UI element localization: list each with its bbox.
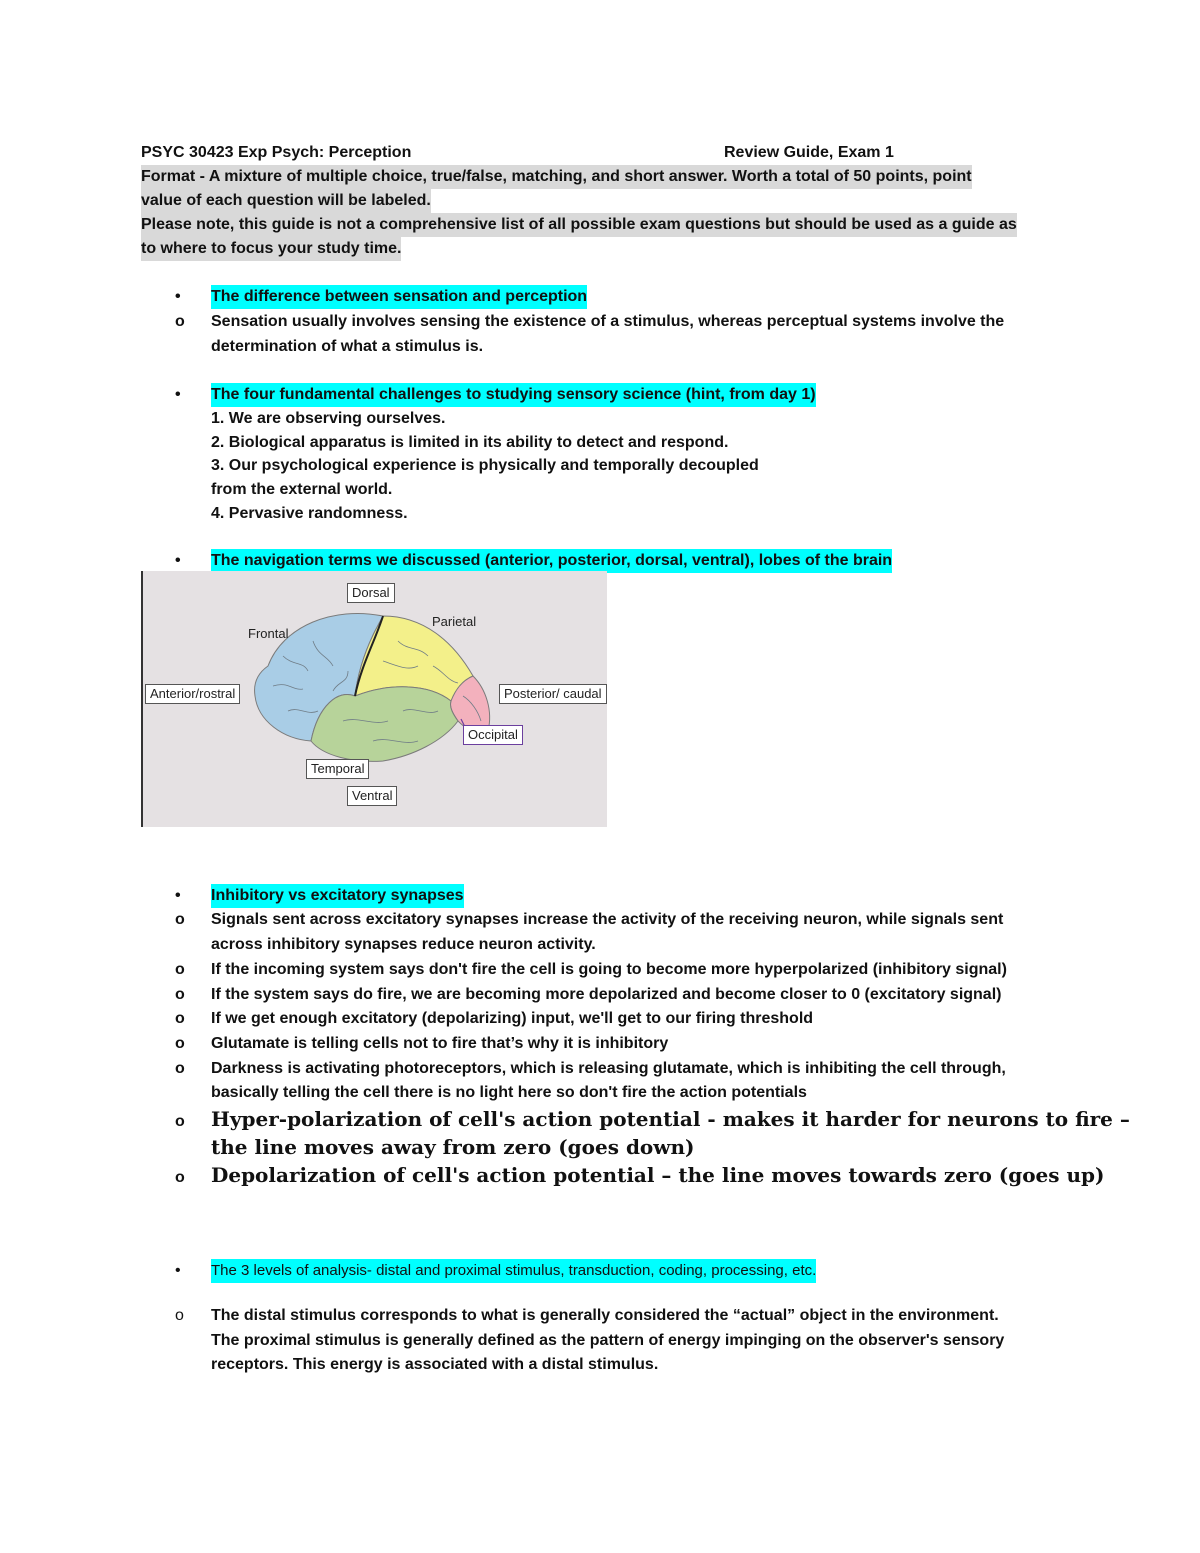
synapse-item: Signals sent across excitatory synapses increase the activity of the receiving neuron, while signals sent	[211, 911, 1004, 928]
label-frontal: Frontal	[248, 626, 289, 641]
bullet-o: o	[175, 1060, 185, 1077]
levels-text-line: receptors. This energy is associated with a distal stimulus.	[211, 1356, 659, 1373]
synapse-big-item: Hyper-polarization of cell's action potential - makes it harder for neurons to fire –	[211, 1107, 1130, 1131]
format-line-1: Format - A mixture of multiple choice, true/false, matching, and short answer. Worth a total of 50 points, point	[141, 165, 972, 189]
bullet-dot: •	[175, 887, 181, 904]
label-posterior: Posterior/ caudal	[499, 684, 607, 704]
label-parietal: Parietal	[432, 614, 477, 629]
label-dorsal: Dorsal	[347, 583, 395, 603]
bullet-o: o	[175, 1169, 185, 1186]
synapse-item: Darkness is activating photoreceptors, which is releasing glutamate, which is inhibiting the cell through,	[211, 1060, 1006, 1077]
sensation-text-line-2: determination of what a stimulus is.	[211, 338, 484, 355]
bullet-o: o	[175, 1010, 185, 1027]
synapse-item: basically telling the cell there is no light here so don't fire the action potentials	[211, 1084, 807, 1101]
challenge-line: 2. Biological apparatus is limited in its ability to detect and respond.	[211, 434, 729, 451]
bullet-dot: •	[175, 288, 181, 305]
challenge-line: 1. We are observing ourselves.	[211, 410, 446, 427]
challenge-line: 4. Pervasive randomness.	[211, 505, 408, 522]
bullet-o: o	[175, 1035, 185, 1052]
section-heading-navigation: The navigation terms we discussed (anterior, posterior, dorsal, ventral), lobes of the brain	[211, 549, 892, 573]
levels-text-line: The proximal stimulus is generally defined as the pattern of energy impinging on the observer's sensory	[211, 1332, 1005, 1349]
synapse-item: If we get enough excitatory (depolarizing) input, we'll get to our firing threshold	[211, 1010, 814, 1027]
label-temporal: Temporal	[306, 759, 369, 779]
label-ventral: Ventral	[347, 786, 397, 806]
synapse-big-item: Depolarization of cell's action potential – the line moves towards zero (goes up)	[211, 1163, 1105, 1187]
challenge-line: from the external world.	[211, 481, 393, 498]
section-heading-levels: The 3 levels of analysis- distal and proximal stimulus, transduction, coding, processing, etc.	[211, 1259, 816, 1283]
synapse-item: If the system says do fire, we are becoming more depolarized and become closer to 0 (excitatory signal)	[211, 986, 1002, 1003]
brain-lobes-diagram	[141, 571, 607, 827]
bullet-o: o	[175, 313, 185, 330]
label-anterior: Anterior/rostral	[145, 684, 240, 704]
course-title: PSYC 30423 Exp Psych: Perception	[141, 144, 412, 161]
section-heading-sensation: The difference between sensation and perception	[211, 285, 587, 309]
sensation-text-line-1: Sensation usually involves sensing the existence of a stimulus, whereas perceptual systems involve the	[211, 313, 1005, 330]
bullet-o: o	[175, 961, 185, 978]
bullet-dot: •	[175, 552, 181, 569]
section-heading-challenges: The four fundamental challenges to studying sensory science (hint, from day 1)	[211, 383, 816, 407]
levels-text-line: The distal stimulus corresponds to what is generally considered the “actual” object in the environment.	[211, 1307, 999, 1324]
label-occipital: Occipital	[463, 725, 523, 745]
bullet-o: o	[175, 911, 185, 928]
guide-title: Review Guide, Exam 1	[724, 144, 894, 161]
bullet-o: o	[175, 986, 185, 1003]
bullet-o: o	[175, 1307, 184, 1324]
bullet-o: o	[175, 1113, 185, 1130]
note-line-2: to where to focus your study time.	[141, 237, 401, 261]
format-line-2: value of each question will be labeled.	[141, 189, 431, 213]
note-line-1: Please note, this guide is not a comprehensive list of all possible exam questions but should be used as a guide as	[141, 213, 1017, 237]
synapse-big-item: the line moves away from zero (goes down)	[211, 1135, 695, 1159]
section-heading-synapses: Inhibitory vs excitatory synapses	[211, 884, 464, 908]
challenge-line: 3. Our psychological experience is physically and temporally decoupled	[211, 457, 759, 474]
bullet-dot: •	[175, 1262, 181, 1279]
synapse-item: across inhibitory synapses reduce neuron activity.	[211, 936, 596, 953]
bullet-dot: •	[175, 386, 181, 403]
synapse-item: If the incoming system says don't fire the cell is going to become more hyperpolarized (inhibitory signal)	[211, 961, 1007, 978]
synapse-item: Glutamate is telling cells not to fire that’s why it is inhibitory	[211, 1035, 669, 1052]
